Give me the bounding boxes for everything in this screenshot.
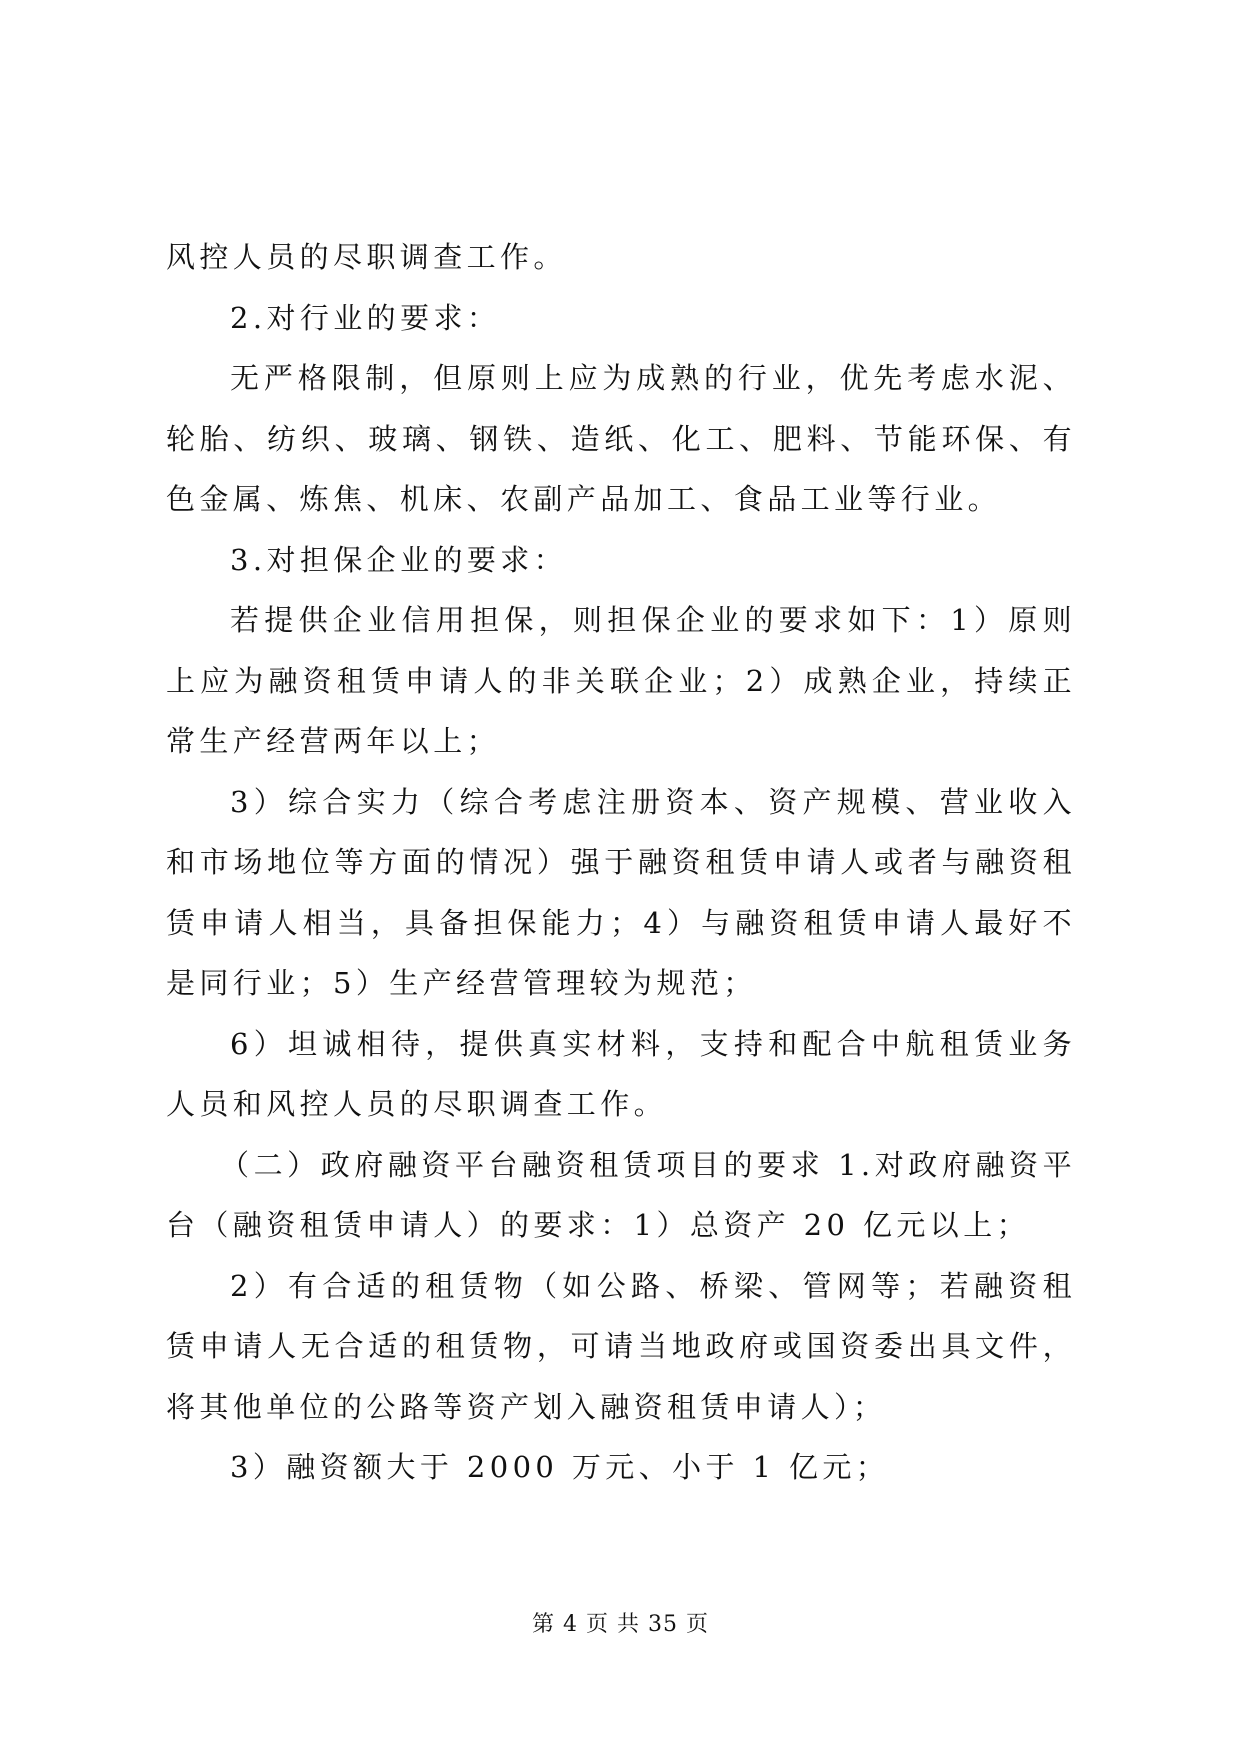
- paragraph-guarantor-heading: 3.对担保企业的要求：: [230, 542, 568, 577]
- paragraph-guarantor-honesty: 6）坦诚相待，提供真实材料，支持和配合中航租赁业务人员和风控人员的尽职调查工作。: [166, 1026, 1076, 1121]
- document-body: [166, 227, 1076, 1498]
- paragraph-lease-assets: 2）有合适的租赁物（如公路、桥梁、管网等；若融资租赁申请人无合适的租赁物，可请当地政府或国资委出具文件，将其他单位的公路等资产划入融资租赁申请人）；: [166, 1268, 1076, 1424]
- paragraph-guarantor-strength: 3）综合实力（综合考虑注册资本、资产规模、营业收入和市场地位等方面的情况）强于融资租赁申请人或者与融资租赁申请人相当，具备担保能力；4）与融资租赁申请人最好不是同行业；5）生产经营管理较为规范；: [166, 784, 1076, 1000]
- paragraph-guarantor-body: 若提供企业信用担保，则担保企业的要求如下：1）原则上应为融资租赁申请人的非关联企业；2）成熟企业，持续正常生产经营两年以上；: [166, 603, 1076, 758]
- paragraph-continuation: 风控人员的尽职调查工作。: [166, 240, 567, 274]
- paragraph-industry-body: 无严格限制，但原则上应为成熟的行业，优先考虑水泥、轮胎、纺织、玻璃、钢铁、造纸、化工、肥料、节能环保、有色金属、炼焦、机床、农副产品加工、食品工业等行业。: [166, 361, 1076, 516]
- paragraph-government-platform: （二）政府融资平台融资租赁项目的要求 1.对政府融资平台（融资租赁申请人）的要求：1）总资产 20 亿元以上；: [166, 1147, 1076, 1242]
- paragraph-financing-amount: 3）融资额大于 2000 万元、小于 1 亿元；: [230, 1450, 890, 1484]
- paragraph-industry-heading: 2.对行业的要求：: [230, 300, 501, 335]
- page-number-footer: 第 4 页 共 35 页: [532, 1612, 709, 1637]
